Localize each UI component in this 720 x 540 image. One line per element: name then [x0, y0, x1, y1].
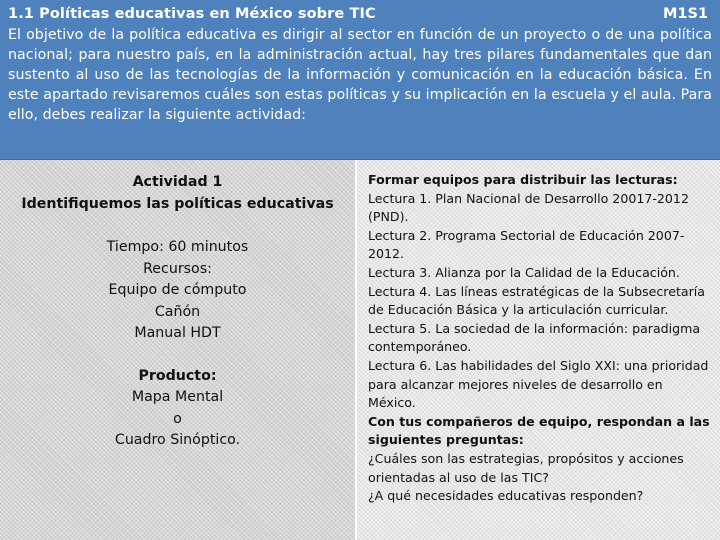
- activity-subheading: Identifiquemos las políticas educativas: [21, 195, 334, 212]
- header-band: [0, 0, 720, 160]
- question-item: ¿A qué necesidades educativas responden?: [368, 488, 644, 504]
- product-label: Producto:: [138, 367, 217, 384]
- reading-item: Lectura 2. Programa Sectorial de Educación 2007-2012.: [368, 227, 685, 262]
- product-line: Mapa Mental: [131, 389, 224, 405]
- resource-item: Equipo de cómputo: [108, 282, 247, 298]
- resource-item: Manual HDT: [134, 325, 221, 341]
- instructions-panel: [357, 160, 720, 540]
- reading-item: Lectura 1. Plan Nacional de Desarrollo 20017-2012 (PND).: [368, 190, 689, 225]
- activity-panel: [0, 160, 356, 540]
- activity-heading: Actividad 1: [132, 174, 223, 190]
- product-line: Cuadro Sinóptico.: [114, 432, 241, 448]
- page-title: 1.1 Políticas educativas en México sobre TIC: [8, 6, 376, 22]
- questions-prompt: Con tus compañeros de equipo, respondan a las siguientes preguntas:: [368, 413, 710, 448]
- question-item: ¿Cuáles son las estrategias, propósitos y acciones orientadas al uso de las TIC?: [368, 450, 684, 485]
- instructions-heading: Formar equipos para distribuir las lecturas:: [368, 172, 678, 187]
- activity-time: Tiempo: 60 minutos: [106, 239, 249, 255]
- module-code: M1S1: [662, 6, 708, 22]
- resources-label: Recursos:: [143, 260, 212, 277]
- reading-item: Lectura 5. La sociedad de la información: paradigma contemporáneo.: [368, 320, 701, 355]
- reading-item: Lectura 6. Las habilidades del Siglo XXI: una prioridad para alcanzar mejores niveles de desarrollo en México.: [368, 357, 709, 411]
- product-line: o: [173, 410, 182, 427]
- intro-paragraph: El objetivo de la política educativa es dirigir al sector en función de un proyecto o de una política nacional; para nuestro país, en la administración actual, hay tres pilares fundamentales que dan sustento al uso de las tecnologías de la información y comunicación en la educación básica. En este apartado revisaremos cuáles son estas políticas y su implicación en la escuela y el aula. Para ello, debes realizar la siguiente actividad:: [8, 27, 712, 123]
- reading-item: Lectura 3. Alianza por la Calidad de la Educación.: [368, 264, 680, 280]
- reading-item: Lectura 4. Las líneas estratégicas de la Subsecretaría de Educación Básica y la articulación curricular.: [368, 283, 706, 318]
- resource-item: Cañón: [154, 303, 201, 320]
- header-row: [8, 6, 712, 22]
